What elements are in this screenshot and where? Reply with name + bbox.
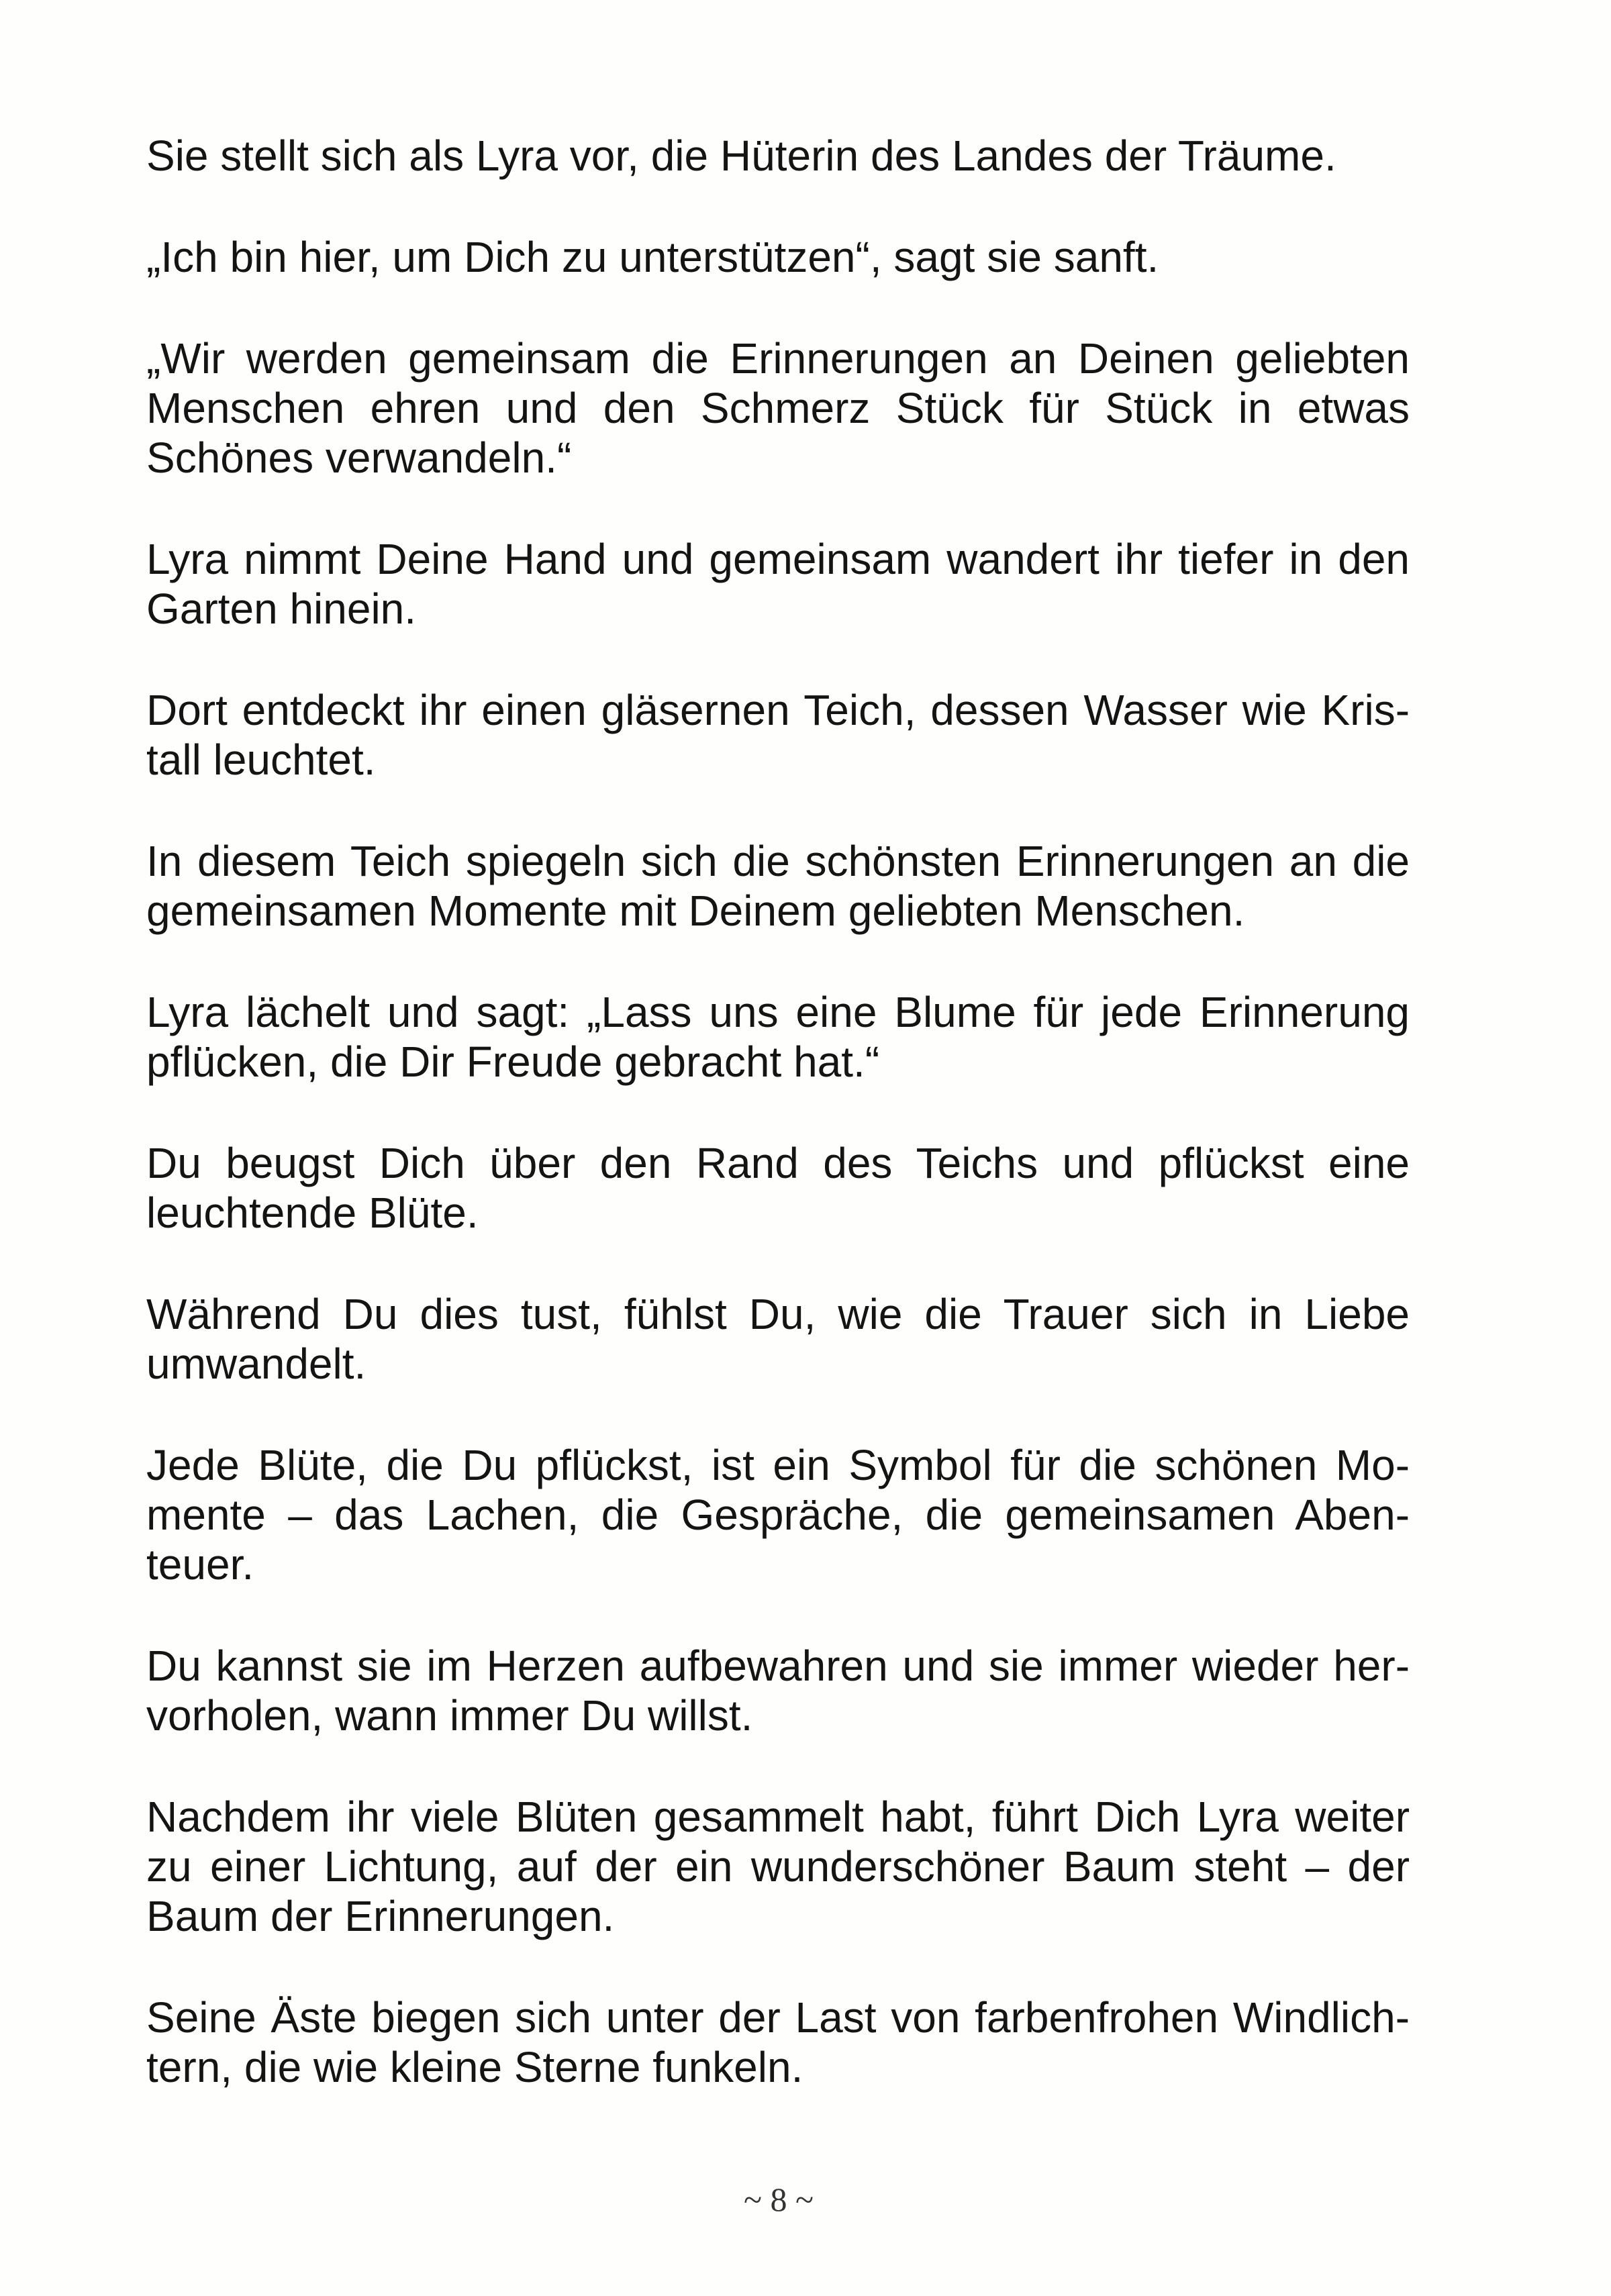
paragraph: [146, 1792, 1410, 1941]
text-line: Garten hinein.: [146, 585, 417, 633]
text-line: Seine Äste biegen sich unter der Last von farbenfrohen Windlich-: [146, 1993, 1410, 2042]
paragraph: [146, 1993, 1410, 2092]
text-line: Dort entdeckt ihr einen gläsernen Teich, dessen Wasser wie Kris-: [146, 686, 1410, 734]
paragraph: [146, 1440, 1410, 1589]
page-number: ~ 8 ~: [743, 2181, 814, 2218]
text-line: vorholen, wann immer Du willst.: [146, 1691, 753, 1740]
text-line: pflücken, die Dir Freude gebracht hat.“: [146, 1038, 880, 1086]
text-line: zu einer Lichtung, auf der ein wunderschöner Baum steht – der: [146, 1842, 1410, 1891]
text-line: Baum der Erinnerungen.: [146, 1892, 615, 1940]
paragraph: [146, 987, 1410, 1087]
paragraph: [146, 1138, 1410, 1238]
text-line: gemeinsamen Momente mit Deinem geliebten Menschen.: [146, 887, 1245, 935]
paragraph: [146, 1289, 1410, 1389]
body-text: [146, 131, 1410, 2144]
text-line: „Ich bin hier, um Dich zu unterstützen“, sagt sie sanft.: [146, 233, 1159, 281]
text-line: Menschen ehren und den Schmerz Stück für Stück in etwas: [146, 384, 1410, 432]
text-line: teuer.: [146, 1540, 254, 1589]
text-line: In diesem Teich spiegeln sich die schönsten Erinnerungen an die: [146, 837, 1410, 885]
text-line: Du beugst Dich über den Rand des Teichs und pflückst eine: [146, 1139, 1410, 1187]
text-line: Nachdem ihr viele Blüten gesammelt habt, führt Dich Lyra weiter: [146, 1793, 1410, 1841]
paragraph: [146, 534, 1410, 634]
paragraph: [146, 685, 1410, 785]
text-line: Sie stellt sich als Lyra vor, die Hüterin des Landes der Träume.: [146, 132, 1336, 180]
text-line: mente – das Lachen, die Gespräche, die gemeinsamen Aben-: [146, 1491, 1410, 1539]
text-line: Schönes verwandeln.“: [146, 434, 572, 482]
paragraph: [146, 334, 1410, 483]
text-line: Lyra nimmt Deine Hand und gemeinsam wandert ihr tiefer in den: [146, 535, 1410, 583]
text-line: Lyra lächelt und sagt: „Lass uns eine Blume für jede Erinnerung: [146, 988, 1410, 1036]
text-line: umwandelt.: [146, 1340, 367, 1388]
text-line: Jede Blüte, die Du pflückst, ist ein Symbol für die schönen Mo-: [146, 1441, 1410, 1489]
paragraph: [146, 232, 1410, 282]
text-line: leuchtende Blüte.: [146, 1189, 479, 1237]
paragraph: [146, 131, 1410, 181]
text-line: „Wir werden gemeinsam die Erinnerungen an Deinen geliebten: [146, 334, 1410, 383]
paragraph: [146, 836, 1410, 936]
text-line: tern, die wie kleine Sterne funkeln.: [146, 2043, 803, 2091]
paragraph: [146, 1641, 1410, 1740]
text-line: Während Du dies tust, fühlst Du, wie die Trauer sich in Liebe: [146, 1290, 1410, 1338]
text-line: tall leuchtet.: [146, 736, 376, 784]
text-line: Du kannst sie im Herzen aufbewahren und sie immer wieder her-: [146, 1642, 1410, 1690]
